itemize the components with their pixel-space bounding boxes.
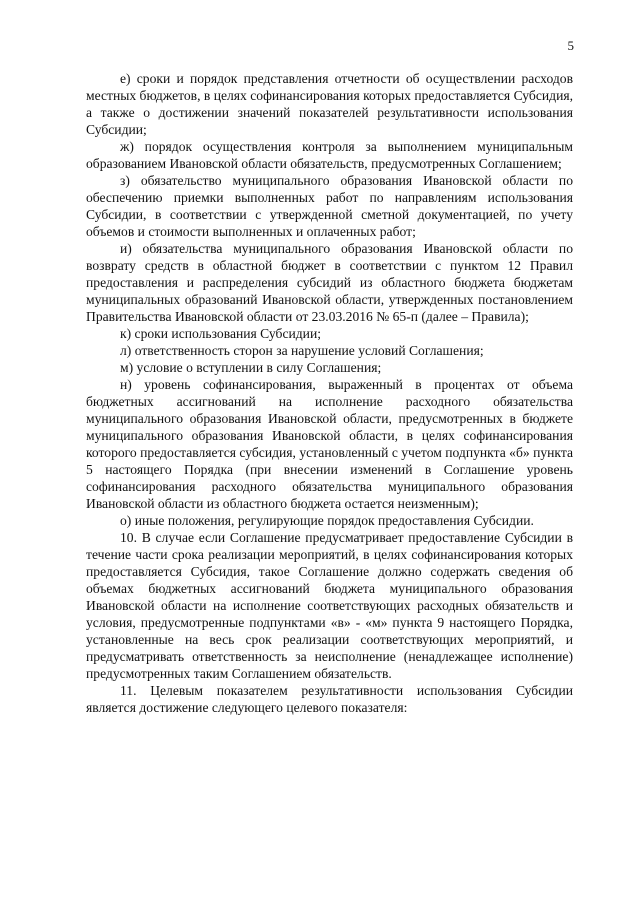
paragraph-clause-11: 11. Целевым показателем результативности использования Субсидии является достижение следующего целевого показателя: — [86, 683, 573, 715]
paragraph-item-i: и) обязательства муниципального образования Ивановской области по возврату средств в областной бюджет в соответствии с пунктом 12 Правил предоставления и распределения субсидий из областного бюджета бюджетам муниципальных образований Ивановской области, утвержденных постановлением Правительства Ивановской области от 23.03.2016 № 65-п (далее – Правила); — [86, 241, 573, 324]
body-text — [86, 70, 573, 716]
paragraph-item-k: к) сроки использования Субсидии; — [120, 326, 321, 341]
paragraph-item-zh: ж) порядок осуществления контроля за выполнением муниципальным образованием Ивановской области обязательств, предусмотренных Соглашением; — [86, 139, 573, 171]
paragraph-item-n: н) уровень софинансирования, выраженный в процентах от объема бюджетных ассигнований на исполнение расходного обязательства муниципального образования Ивановской области, предусмотренных в бюджете муниципального образования Ивановской области, в целях софинансирования которого предоставляется субсидия, установленный с учетом подпункта «б» пункта 5 настоящего Порядка (при внесении изменений в Соглашение уровень софинансирования расходного обязательства муниципального образования Ивановской области из областного бюджета остается неизменным); — [86, 377, 573, 511]
paragraph-item-l: л) ответственность сторон за нарушение условий Соглашения; — [120, 343, 484, 358]
paragraph-item-z: з) обязательство муниципального образования Ивановской области по обеспечению приемки выполненных работ по направлениям использования Субсидии, в соответствии с утвержденной сметной документацией, по учету объемов и стоимости выполненных и оплаченных работ; — [86, 173, 573, 239]
paragraph-item-e: е) сроки и порядок представления отчетности об осуществлении расходов местных бюджетов, в целях софинансирования которых предоставляется Субсидия, а также о достижении значений показателей результативности использования Субсидии; — [86, 71, 573, 137]
paragraph-item-m: м) условие о вступлении в силу Соглашения; — [120, 360, 382, 375]
paragraph-clause-10: 10. В случае если Соглашение предусматривает предоставление Субсидии в течение части срока реализации мероприятий, в целях софинансирования которых предоставляется Субсидия, такое Соглашение должно содержать сведения об объемах бюджетных ассигнований бюджета муниципального образования Ивановской области на исполнение соответствующих расходных обязательств и условия, предусмотренные подпунктами «в» - «м» пункта 9 настоящего Порядка, установленные на весь срок реализации соответствующих мероприятий, и предусматривать ответственность за неисполнение (ненадлежащее исполнение) предусмотренных таким Соглашением обязательств. — [86, 530, 573, 681]
page-number: 5 — [567, 38, 574, 53]
paragraph-item-o: о) иные положения, регулирующие порядок предоставления Субсидии. — [120, 513, 534, 528]
